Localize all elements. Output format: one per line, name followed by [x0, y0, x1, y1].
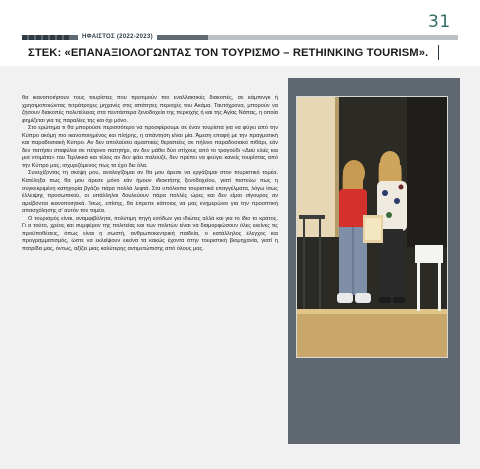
award-ceremony-photo: [296, 96, 448, 358]
square-marker: [29, 35, 34, 40]
photo-illustration: [297, 97, 448, 358]
square-marker: [43, 35, 48, 40]
running-head: ΗΦΑΙΣΤΟΣ (2022-2023): [78, 33, 157, 42]
body-paragraph: Ο τουρισμός είναι, αναμφιβόλητα, πολύτιμη πηγή εσόδων για ιδιώτες αλλά και για το ίδιο το κράτος. Γι α τούτο, χρέος και συμφέρον της πολιτείας και των πολιτών είναι να διαμορφώσουν όλες εκείνες τις προϋποθέσεις, όπως είναι η σωστή, ανθρωποκεντρική παιδεία, ο κατάλληλος έλεγχος και προγραμματισμός, ώστε να εκλείψουν εκείνα τα κακώς έχοντα στην τουριστική βιομηχανία, γιατί η πατρίδα μας, όντως, αξίζει μιας καλύτερης αντιμετώπισης από όλους μας.: [22, 215, 278, 252]
body-paragraph: θα ικανοποιήσουν τους τουρίστες που προτιμούν πιο εναλλακτικές διακοπές, σε κάμπινγκ ή χρησιμοποιώντας τετράτροχες μηχανές στις απάτητες περιοχές του Ακάμα. Ταυτόχρονα, μπορούν να ζήσουν διακοπές πολυτέλειας στα πεντάστερα ξενοδοχεία της περιοχής ή και της Αγίας Νάπας, η οποία φημίζεται για τις παραλίες της και όχι μόνο.: [22, 95, 278, 124]
square-marker: [57, 35, 62, 40]
square-marker: [64, 35, 69, 40]
square-marker: [36, 35, 41, 40]
article-title: ΣΤΕΚ: «ΕΠΑΝΑΞΙΟΛΟΓΩΝΤΑΣ ΤΟΝ ΤΟΥΡΙΣΜΟ – RETHINKING TOURISM».: [28, 47, 429, 59]
square-marker: [50, 35, 55, 40]
square-marker: [22, 35, 27, 40]
article-body: [22, 95, 278, 253]
header-squares: [22, 35, 69, 40]
header-bar-light: [208, 35, 458, 40]
body-paragraph: Συνεχίζοντας τη σκέψη μου, αναλογίζομαι αν θα μου άρεσε να εργάζομαι στον τουριστικό τομέα. Κατέληξα πως θα μου άρεσε μόνο εάν ήμουν ιδιοκτήτης ξενοδοχείου, γιατί πιστεύω πως η συγκεκριμένη κατηγορία βγάζει πάρα πολλά λεφτά. Στα υπόλοιπα τουριστικά επαγγέλματα, λόγω ίσως έλλειψης προσωπικού, οι υπάλληλοι δουλεύουν πάρα πολλές ώρες και δεν είμαι σίγουρος αν αμείβονται ικανοποιητικά. Ίσως, επίσης, θα έπρεπε κάποιος να μας ενημερώνει για την προοπτική απασχόλησης σ' αυτόν τον τομέα.: [22, 170, 278, 215]
page-number: 31: [428, 12, 451, 32]
body-paragraph: Στο ερώτημα τι θα μπορούσε περισσότερο να προσφέρουμε σε έναν τουρίστα για να φύγει από την Κύπρο ακόμη πιο ικανοποιημένος και πλήρης, η απάντηση είναι μία. Άμεση επαφή με την πραγματική και παραδοσιακή Κύπρο. Αν δεν απολαύσει αμαστικές θεραπείες σε πήλινο παραδοσιακό πιθάρι, εάν δεν πατήσει σταφύλια σε πέτρινο πατητήρι, αν δεν μάθει δύο στίχους από το τραγούδι «Δαύ ελιές και μια ντομάτα» του Τερλικκά και τέλος αν δεν φάει παλουζέ, δεν πρέπει να φεύγει κανείς τουρίστας από την Κύπρο μας, ισχυριζόμενος πως τα έχει δει όλα.: [22, 125, 278, 169]
title-rule: [438, 45, 439, 60]
